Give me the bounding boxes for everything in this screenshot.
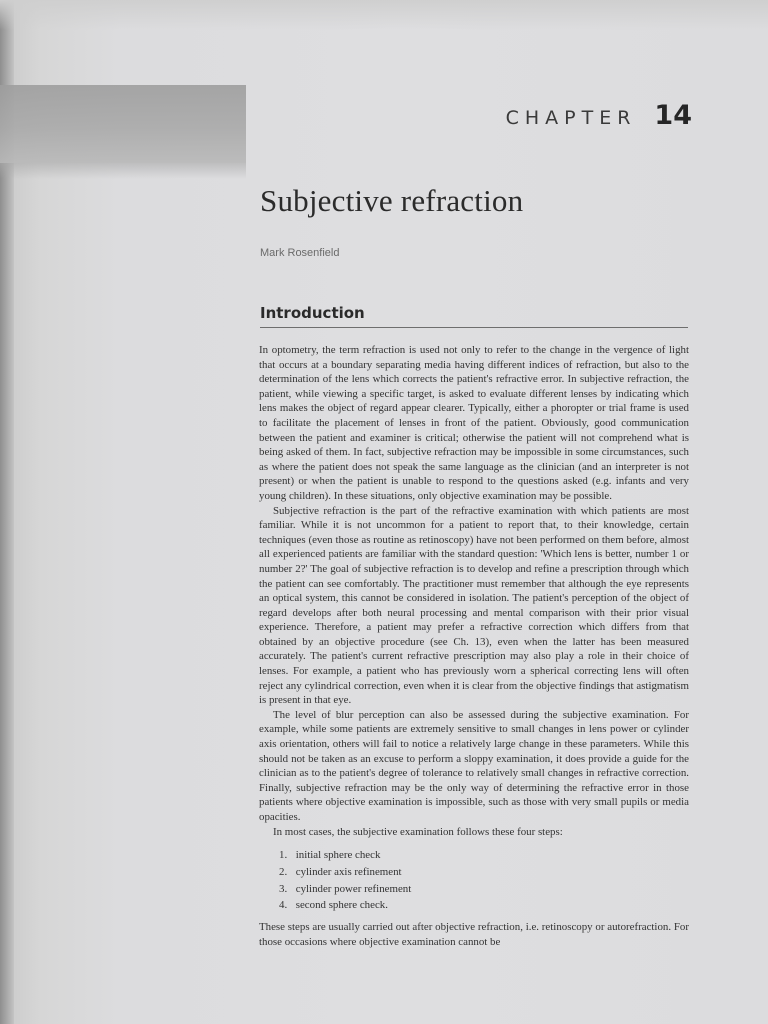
step-number: 4. <box>279 899 288 912</box>
chapter-tab-fade <box>0 163 246 179</box>
step-number: 2. <box>279 865 288 878</box>
step-text: cylinder axis refinement <box>295 865 402 878</box>
body-text <box>259 343 689 949</box>
step-number: 3. <box>279 882 288 895</box>
step-text: second sphere check. <box>295 899 388 912</box>
chapter-tab-band <box>0 85 246 163</box>
paragraph: The level of blur perception can also be assessed during the subjective examination. For example, while some patients are extremely sensitive to small changes in lens power or cylinder axis orientation, others will fail to notice a relatively large change in these parameters. While this should not be taken as an excuse to perform a sloppy examination, it does provide a guide for the clinician as to the patient's degree of tolerance to relatively small changes in refractive correction. Finally, subjective refraction may be the only way of determining the refractive error in those patients where objective examination is impossible, such as those with very small pupils or media opacities. <box>259 708 689 823</box>
list-item <box>279 847 689 864</box>
paragraph: Subjective refraction is the part of the refractive examination with which patients are most familiar. While it is not uncommon for a patient to report that, to their knowledge, certain techniques (even those as routine as retinoscopy) have not been performed on them before, almost all experienced patients are familiar with the standard question: 'Which lens is better, number 1 or number 2?' The goal of subjective refraction is to develop and refine a prescription through which the patient can see comfortably. The practitioner must remember that although the eye represents an optical system, this cannot be considered in isolation. The patient's perception of the object of regard develops after both neural processing and mental comparison with their prior visual experience. Therefore, a patient may prefer a refractive correction which differs from that obtained by an objective procedure (see Ch. 13), even when the latter has been measured accurately. The patient's current refractive prescription may also play a role in their choice of lenses. For example, a patient who has previously worn a spherical correcting lens will often reject any cylindrical correction, even when it is clear from the objective findings that astigmatism is present in that eye. <box>259 504 689 707</box>
chapter-label <box>506 100 692 131</box>
paragraph: In optometry, the term refraction is used not only to refer to the change in the vergence of light that occurs at a boundary separating media having different indices of refraction, but also to the determination of the lens which corrects the patient's refractive error. In subjective refraction, the patient, while viewing a specific target, is asked to evaluate different lenses by indicating which lens makes the object of regard appear clearer. Typically, either a phoropter or trial frame is used to facilitate the placement of lenses in front of the patient. Obviously, good communication between the patient and examiner is critical; otherwise the patient will not comprehend what is being asked of them. In fact, subjective refraction may be impossible in some circumstances, such as where the patient does not speak the same language as the clinician (and an interpreter is not present) or when the patient is unable to respond to the questions asked (e.g. infants and very young children). In these situations, only objective examination may be possible. <box>259 344 689 502</box>
list-item <box>279 897 689 914</box>
step-text: initial sphere check <box>295 849 381 862</box>
paragraph: In most cases, the subjective examination follows these four steps: <box>273 825 563 838</box>
author-name: Mark Rosenfield <box>260 247 340 259</box>
section-heading: Introduction <box>260 304 688 328</box>
step-text: cylinder power refinement <box>295 882 412 895</box>
list-item <box>279 864 689 881</box>
step-number: 1. <box>279 849 288 862</box>
page-top-shadow <box>0 0 768 30</box>
list-item <box>279 881 689 898</box>
chapter-number: 14 <box>654 100 692 131</box>
closing-paragraph: These steps are usually carried out after objective refraction, i.e. retinoscopy or autorefraction. For those occasions where objective examination cannot be <box>259 921 689 948</box>
steps-list <box>259 847 689 914</box>
chapter-title: Subjective refraction <box>260 183 524 218</box>
chapter-word: CHAPTER <box>505 107 637 129</box>
